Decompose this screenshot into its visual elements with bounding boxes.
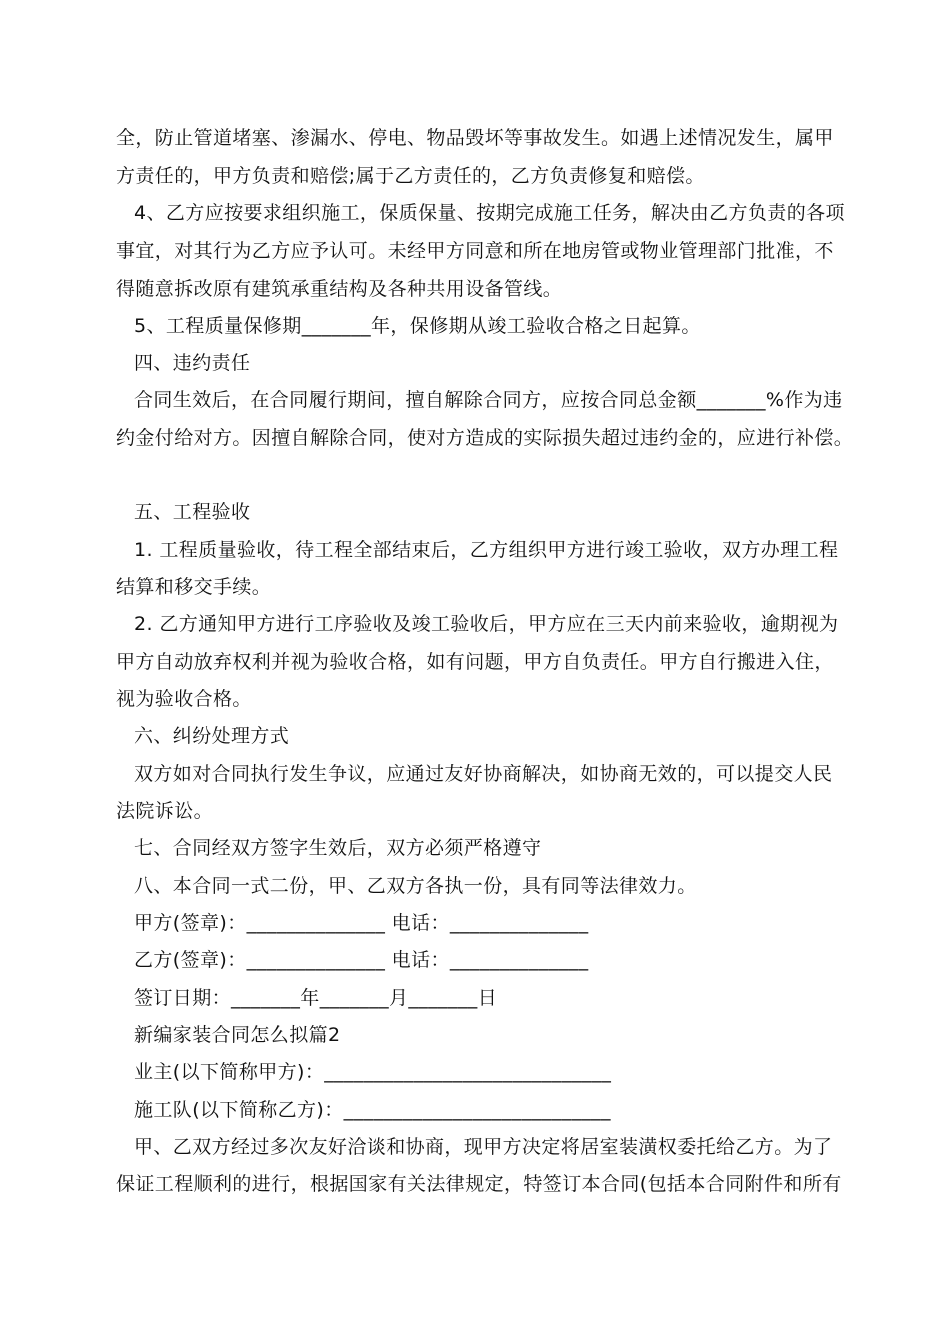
text-line: 5、工程质量保修期_______年，保修期从竣工验收合格之日起算。 xyxy=(134,315,701,337)
text-line: 1. 工程质量验收，待工程全部结束后，乙方组织甲方进行竣工验收，双方办理工程 xyxy=(134,539,839,561)
article-title: 新编家装合同怎么拟篇2 xyxy=(134,1024,341,1046)
text-line: 双方如对合同执行发生争议，应通过友好协商解决，如协商无效的，可以提交人民 xyxy=(134,763,833,785)
signing-date-line: 签订日期：_______年_______月_______日 xyxy=(134,987,498,1009)
owner-line: 业主(以下简称甲方)：_____________________________ xyxy=(134,1061,612,1083)
text-line: 结算和移交手续。 xyxy=(116,576,272,598)
section-heading: 六、纠纷处理方式 xyxy=(134,725,290,747)
text-line: 2. 乙方通知甲方进行工序验收及竣工验收后，甲方应在三天内前来验收，逾期视为 xyxy=(134,613,839,635)
text-line: 法院诉讼。 xyxy=(116,800,214,822)
text-line: 保证工程顺利的进行，根据国家有关法律规定，特签订本合同(包括本合同附件和所有 xyxy=(116,1173,842,1195)
contractor-line: 施工队(以下简称乙方)：___________________________ xyxy=(134,1099,611,1121)
section-heading: 五、工程验收 xyxy=(134,501,251,523)
signature-line-party-b: 乙方(签章)：______________ 电话：______________ xyxy=(134,949,589,971)
text-line: 全，防止管道堵塞、渗漏水、停电、物品毁坏等事故发生。如遇上述情况发生，属甲 xyxy=(116,127,834,149)
text-line: 约金付给对方。因擅自解除合同，使对方造成的实际损失超过违约金的，应进行补偿。 xyxy=(116,427,854,449)
text-line: 合同生效后，在合同履行期间，擅自解除合同方，应按合同总金额_______%作为违 xyxy=(134,389,843,411)
text-line: 4、乙方应按要求组织施工，保质保量、按期完成施工任务，解决由乙方负责的各项 xyxy=(134,202,845,224)
section-heading: 四、违约责任 xyxy=(134,352,251,374)
text-line: 视为验收合格。 xyxy=(116,688,252,710)
signature-line-party-a: 甲方(签章)：______________ 电话：______________ xyxy=(134,912,589,934)
text-line: 得随意拆改原有建筑承重结构及各种共用设备管线。 xyxy=(116,278,563,300)
text-line: 事宜，对其行为乙方应予认可。未经甲方同意和所在地房管或物业管理部门批准，不 xyxy=(116,240,834,262)
text-line: 甲方自动放弃权利并视为验收合格，如有问题，甲方自负责任。甲方自行搬进入住， xyxy=(116,651,834,673)
section-heading: 八、本合同一式二份，甲、乙双方各执一份，具有同等法律效力。 xyxy=(134,875,697,897)
text-line: 方责任的，甲方负责和赔偿;属于乙方责任的，乙方负责修复和赔偿。 xyxy=(116,165,705,187)
text-line: 甲、乙双方经过多次友好洽谈和协商，现甲方决定将居室装潢权委托给乙方。为了 xyxy=(134,1136,833,1158)
section-heading: 七、合同经双方签字生效后，双方必须严格遵守 xyxy=(134,837,542,859)
